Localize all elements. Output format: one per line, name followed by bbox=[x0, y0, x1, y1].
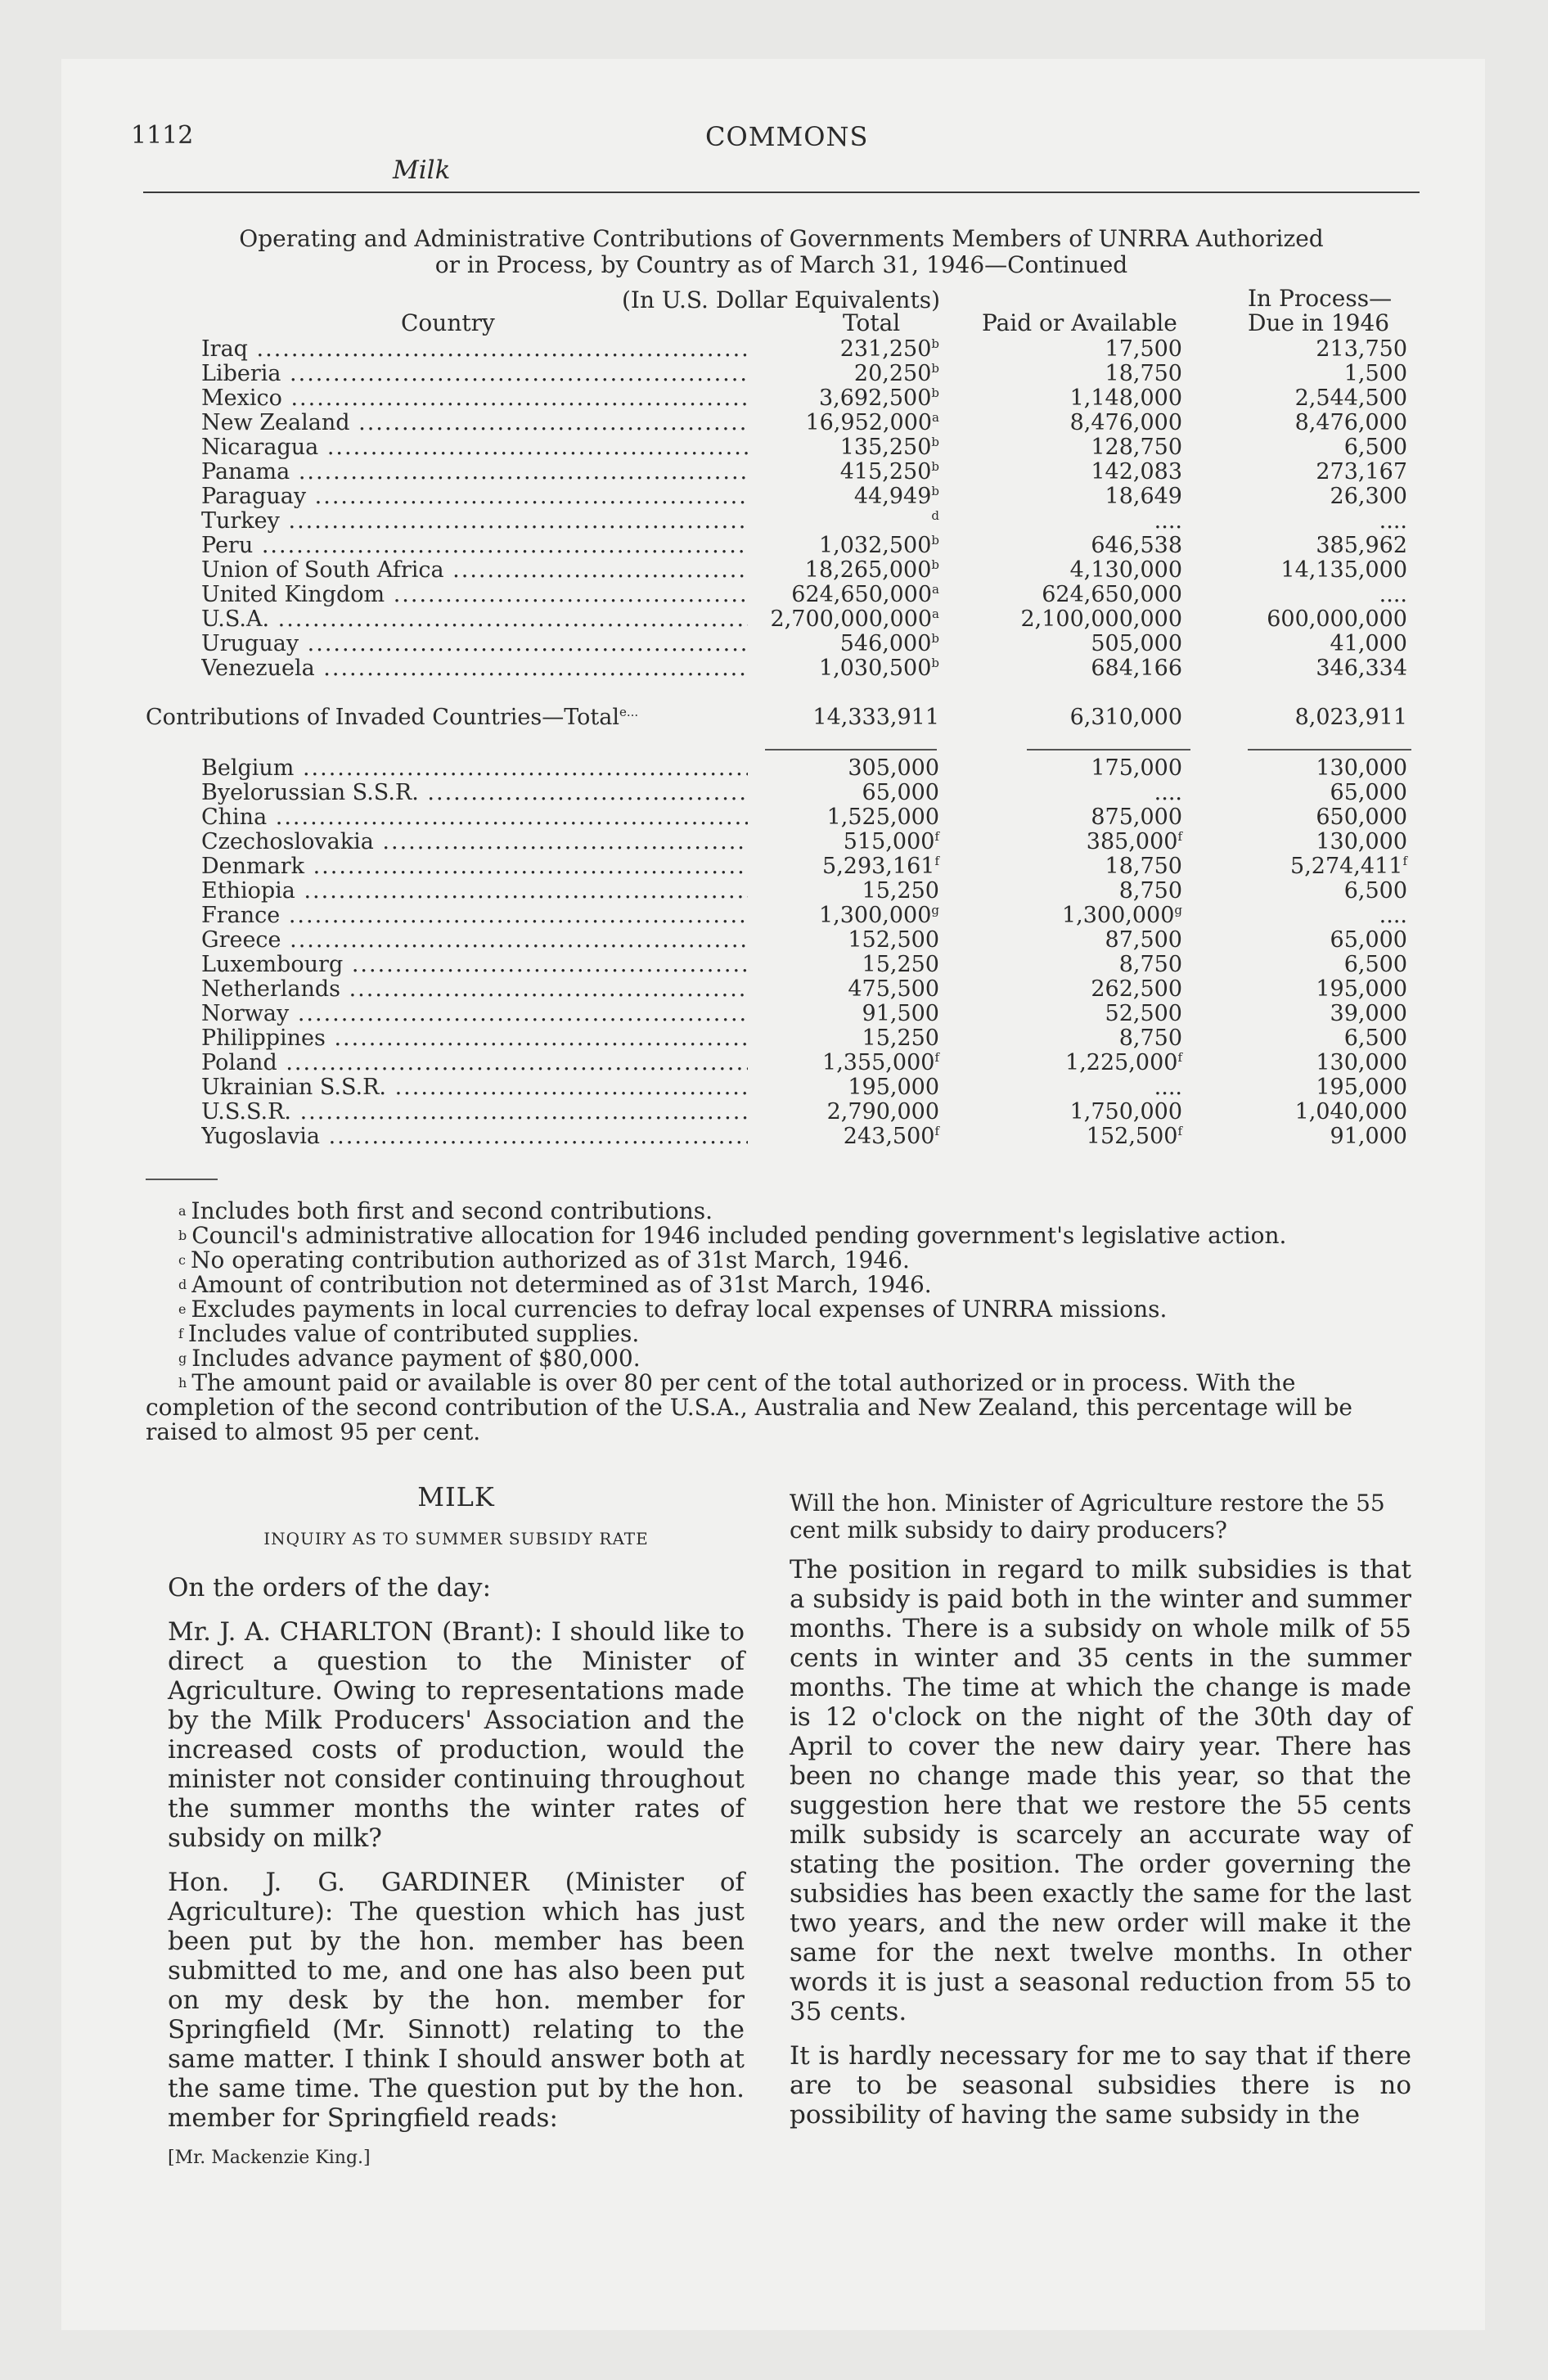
total-cell: 1,300,000$^g$ bbox=[818, 903, 939, 928]
header-rule bbox=[143, 192, 1420, 193]
total-cell: 3,692,500$^b$ bbox=[818, 385, 939, 411]
country-cell: Ethiopia ..... bbox=[201, 879, 748, 904]
article-paragraph: The position in regard to milk subsidies is that a subsidy is paid both in the winter and summer months. There is a subsidy on whole milk of 55 cents in winter and 35 cents in the summer months. The time at which the change is made is 12 o'clock on the night of the 30th day of April to cover the new dairy year. There has been no change made this year, so that the suggestion here that we restore the 55 cents milk subsidy is scarcely an accurate way of stating the position. The order governing the subsidies has been exactly the same for the last two years, and the new order will make it the same for the next twelve months. In other words it is just a seasonal reduction from 55 to 35 cents. bbox=[790, 1555, 1411, 2026]
footnote-text: Includes value of contributed supplies. bbox=[187, 1320, 640, 1347]
total-cell: 15,250 bbox=[862, 952, 939, 977]
process-cell: 213,750 bbox=[1316, 336, 1407, 362]
process-cell: 130,000 bbox=[1316, 829, 1407, 854]
process-cell: 91,000 bbox=[1330, 1124, 1407, 1149]
total-cell: 1,355,000$^f$ bbox=[822, 1050, 939, 1075]
col-header-paid: Paid or Available bbox=[982, 309, 1177, 336]
paid-cell: 8,750 bbox=[1118, 878, 1182, 904]
total-cell: 5,293,161$^f$ bbox=[822, 854, 939, 879]
total-cell: 91,500 bbox=[862, 1001, 939, 1026]
country-cell: Belgium ..... bbox=[201, 756, 748, 781]
total-cell: 65,000 bbox=[862, 780, 939, 805]
country-cell: Denmark ..... bbox=[201, 854, 748, 879]
total-cell: 135,250$^b$ bbox=[839, 435, 939, 460]
country-cell: Norway ..... bbox=[201, 1002, 748, 1026]
footnote-mark: c bbox=[178, 1252, 186, 1268]
country-cell: Panama ..... bbox=[201, 460, 748, 485]
paid-cell: 128,750 bbox=[1091, 435, 1182, 460]
process-cell: 1,500 bbox=[1343, 361, 1407, 386]
table-units: (In U.S. Dollar Equivalents) bbox=[622, 286, 940, 313]
invaded-total-row bbox=[0, 705, 1548, 730]
process-cell: .... bbox=[1379, 508, 1407, 534]
total-cell: 2,790,000 bbox=[826, 1099, 939, 1125]
paid-cell: 1,300,000$^g$ bbox=[1061, 903, 1182, 928]
country-cell: Yugoslavia ..... bbox=[201, 1125, 748, 1149]
total-cell: 1,525,000 bbox=[826, 805, 939, 830]
table-row bbox=[0, 1002, 1548, 1026]
table-row bbox=[0, 977, 1548, 1002]
paid-cell: 2,100,000,000 bbox=[1020, 606, 1182, 632]
total-cell: 1,032,500$^b$ bbox=[818, 533, 939, 558]
footnote-mark: d bbox=[178, 1277, 187, 1292]
paid-cell: 8,476,000 bbox=[1069, 410, 1182, 435]
process-cell: 273,167 bbox=[1316, 459, 1407, 485]
country-cell: Venezuela ..... bbox=[201, 656, 748, 681]
footnote-item bbox=[146, 1248, 1422, 1273]
country-cell: Peru ..... bbox=[201, 534, 748, 558]
process-cell: 41,000 bbox=[1330, 631, 1407, 656]
footnote-rule bbox=[146, 1179, 218, 1180]
process-cell: 8,023,911 bbox=[1294, 705, 1407, 730]
col-header-total: Total bbox=[843, 309, 901, 336]
paid-cell: 385,000$^f$ bbox=[1086, 829, 1182, 854]
table-row bbox=[0, 1125, 1548, 1149]
process-cell: 600,000,000 bbox=[1267, 606, 1407, 632]
total-cell: 305,000 bbox=[848, 755, 939, 781]
process-cell: 6,500 bbox=[1343, 1025, 1407, 1051]
process-cell: .... bbox=[1379, 582, 1407, 607]
table-row bbox=[0, 485, 1548, 509]
total-cell: 475,500 bbox=[848, 976, 939, 1002]
total-cell: 2,700,000,000$^a$ bbox=[770, 606, 939, 632]
country-cell: New Zealand ..... bbox=[201, 411, 748, 435]
table-row bbox=[0, 558, 1548, 583]
col-header-country: Country bbox=[401, 309, 495, 336]
country-cell: Czechoslovakia ..... bbox=[201, 830, 748, 854]
country-cell: Contributions of Invaded Countries—Total$^{e...}$ bbox=[146, 705, 639, 730]
paid-cell: 6,310,000 bbox=[1069, 705, 1182, 730]
paid-cell: 18,750 bbox=[1105, 854, 1182, 879]
process-cell: 2,544,500 bbox=[1294, 385, 1407, 411]
paid-cell: 175,000 bbox=[1091, 755, 1182, 781]
country-cell: Netherlands ..... bbox=[201, 977, 748, 1002]
paid-cell: .... bbox=[1154, 508, 1182, 534]
total-underline bbox=[765, 749, 937, 751]
table-row bbox=[0, 1100, 1548, 1125]
footnote-text: Includes both first and second contributions. bbox=[191, 1197, 713, 1224]
table-row bbox=[0, 805, 1548, 830]
footnote-text: The amount paid or available is over 80 per cent of the total authorized or in process. With the completion of the second contribution of the U.S.A., Australia and New Zealand, this percentage will be raised to almost 95 per cent. bbox=[146, 1369, 1352, 1445]
footnote-mark: e bbox=[178, 1301, 187, 1317]
footnote-mark: b bbox=[178, 1228, 187, 1243]
paid-cell: 262,500 bbox=[1091, 976, 1182, 1002]
paid-cell: .... bbox=[1154, 780, 1182, 805]
process-cell: 14,135,000 bbox=[1280, 557, 1407, 583]
footnote-mark: f bbox=[178, 1326, 183, 1341]
table-row bbox=[0, 411, 1548, 435]
paid-cell: 646,538 bbox=[1091, 533, 1182, 558]
paid-cell: 624,650,000 bbox=[1042, 582, 1182, 607]
paid-cell: 52,500 bbox=[1105, 1001, 1182, 1026]
article-paragraph: Hon. J. G. GARDINER (Minister of Agriculture): The question which has just been put by the hon. member has been submitted to me, and one has also been put on my desk by the hon. member for Springfield (Mr. Sinnott) relating to the same matter. I think I should answer both at the same time. The question put by the hon. member for Springfield reads: bbox=[168, 1868, 745, 2133]
footnote-text: No operating contribution authorized as of 31st March, 1946. bbox=[190, 1246, 910, 1273]
section-title: Milk bbox=[393, 156, 451, 185]
table-title-line-1: Operating and Administrative Contributions of Governments Members of UNRRA Authorized bbox=[239, 225, 1324, 252]
process-cell: 650,000 bbox=[1316, 805, 1407, 830]
total-cell: 15,250 bbox=[862, 1025, 939, 1051]
total-cell: 15,250 bbox=[862, 878, 939, 904]
table-row bbox=[0, 854, 1548, 879]
paid-cell: 18,750 bbox=[1105, 361, 1182, 386]
footnote-item bbox=[146, 1322, 1422, 1346]
country-cell: United Kingdom ..... bbox=[201, 583, 748, 607]
footnote-text: Includes advance payment of $80,000. bbox=[191, 1345, 641, 1372]
footnote-item bbox=[146, 1273, 1422, 1297]
country-cell: Nicaragua ..... bbox=[201, 435, 748, 460]
country-cell: Mexico ..... bbox=[201, 386, 748, 411]
country-cell: Luxembourg ..... bbox=[201, 953, 748, 977]
process-cell: 6,500 bbox=[1343, 435, 1407, 460]
article-paragraph: Mr. J. A. CHARLTON (Brant): I should like to direct a question to the Minister of Agriculture. Owing to representations made by the Milk Producers' Association and the increased costs of production, would the minister not consider continuing throughout the summer months the winter rates of subsidy on milk? bbox=[168, 1617, 745, 1853]
process-cell: 6,500 bbox=[1343, 878, 1407, 904]
total-cell: 44,949$^b$ bbox=[853, 484, 939, 509]
process-cell: 346,334 bbox=[1316, 656, 1407, 681]
total-cell: 16,952,000$^a$ bbox=[805, 410, 939, 435]
table-row bbox=[0, 830, 1548, 854]
country-cell: Paraguay ..... bbox=[201, 485, 748, 509]
process-cell: 6,500 bbox=[1343, 952, 1407, 977]
country-cell: Philippines ..... bbox=[201, 1026, 748, 1051]
total-cell: 243,500$^f$ bbox=[843, 1124, 939, 1149]
table-title bbox=[143, 226, 1420, 278]
table-row bbox=[0, 756, 1548, 781]
total-cell: d bbox=[931, 508, 939, 523]
table-row bbox=[0, 928, 1548, 953]
table-row bbox=[0, 632, 1548, 656]
paid-cell: 142,083 bbox=[1091, 459, 1182, 485]
country-cell: Byelorussian S.S.R. ..... bbox=[201, 781, 748, 805]
table-row bbox=[0, 509, 1548, 534]
process-cell: .... bbox=[1379, 903, 1407, 928]
table-row bbox=[0, 656, 1548, 681]
article-heading: MILK bbox=[417, 1481, 495, 1512]
country-cell: China ..... bbox=[201, 805, 748, 830]
process-cell: 26,300 bbox=[1330, 484, 1407, 509]
total-cell: 195,000 bbox=[848, 1075, 939, 1100]
table-title-line-2: or in Process, by Country as of March 31, 1946—Continued bbox=[434, 251, 1128, 278]
paid-cell: .... bbox=[1154, 1075, 1182, 1100]
paid-cell: 684,166 bbox=[1091, 656, 1182, 681]
speaker-attribution: [Mr. Mackenzie King.] bbox=[168, 2148, 371, 2168]
total-cell: 231,250$^b$ bbox=[839, 336, 939, 362]
footnote-mark: a bbox=[178, 1203, 187, 1219]
paid-cell: 87,500 bbox=[1105, 927, 1182, 953]
footnote-item bbox=[146, 1199, 1422, 1224]
process-cell: 195,000 bbox=[1316, 976, 1407, 1002]
paid-cell: 1,148,000 bbox=[1069, 385, 1182, 411]
total-cell: 1,030,500$^b$ bbox=[818, 656, 939, 681]
table-row bbox=[0, 460, 1548, 485]
footnote-item bbox=[146, 1297, 1422, 1322]
footnote-text: Amount of contribution not determined as of 31st March, 1946. bbox=[191, 1271, 932, 1298]
article-paragraph: It is hardly necessary for me to say that if there are to be seasonal subsidies there is no possibility of having the same subsidy in the bbox=[790, 2041, 1411, 2130]
country-cell: Iraq ..... bbox=[201, 337, 748, 362]
country-cell: Union of South Africa ..... bbox=[201, 558, 748, 583]
table-row bbox=[0, 362, 1548, 386]
quoted-question: Will the hon. Minister of Agriculture restore the 55 cent milk subsidy to dairy producers? bbox=[790, 1490, 1385, 1544]
footnotes bbox=[146, 1199, 1422, 1445]
table-row bbox=[0, 435, 1548, 460]
total-cell: 18,265,000$^b$ bbox=[804, 557, 939, 583]
footnote-item bbox=[146, 1371, 1422, 1445]
country-cell: Uruguay ..... bbox=[201, 632, 748, 656]
table-row bbox=[0, 534, 1548, 558]
total-cell: 546,000$^b$ bbox=[839, 631, 939, 656]
table-row bbox=[0, 607, 1548, 632]
paid-cell: 1,225,000$^f$ bbox=[1065, 1050, 1182, 1075]
process-cell: 39,000 bbox=[1330, 1001, 1407, 1026]
table-row bbox=[0, 583, 1548, 607]
total-cell: 14,333,911 bbox=[812, 705, 939, 730]
process-cell: 5,274,411$^f$ bbox=[1290, 854, 1407, 879]
running-head: COMMONS bbox=[705, 121, 869, 152]
article-right-column bbox=[790, 1490, 1411, 2144]
table-row bbox=[0, 904, 1548, 928]
table-row bbox=[0, 781, 1548, 805]
table-row bbox=[0, 879, 1548, 904]
paid-cell: 17,500 bbox=[1105, 336, 1182, 362]
page-number: 1112 bbox=[131, 121, 194, 150]
process-cell: 8,476,000 bbox=[1294, 410, 1407, 435]
total-cell: 515,000$^f$ bbox=[843, 829, 939, 854]
total-underline bbox=[1248, 749, 1411, 751]
process-cell: 385,962 bbox=[1316, 533, 1407, 558]
process-cell: 195,000 bbox=[1316, 1075, 1407, 1100]
footnote-text: Excludes payments in local currencies to defray local expenses of UNRRA missions. bbox=[191, 1296, 1168, 1323]
table-row bbox=[0, 953, 1548, 977]
country-cell: Turkey ..... bbox=[201, 509, 748, 534]
country-cell: France ..... bbox=[201, 904, 748, 928]
paid-cell: 152,500$^f$ bbox=[1086, 1124, 1182, 1149]
total-cell: 624,650,000$^a$ bbox=[791, 582, 939, 607]
process-cell: 1,040,000 bbox=[1294, 1099, 1407, 1125]
footnote-text: Council's administrative allocation for 1946 included pending government's legislative action. bbox=[191, 1222, 1287, 1249]
total-cell: 152,500 bbox=[848, 927, 939, 953]
country-cell: U.S.S.R. ..... bbox=[201, 1100, 748, 1125]
table-row bbox=[0, 386, 1548, 411]
total-underline bbox=[1027, 749, 1190, 751]
total-cell: 415,250$^b$ bbox=[839, 459, 939, 485]
process-cell: 65,000 bbox=[1330, 780, 1407, 805]
article-paragraph: On the orders of the day: bbox=[168, 1573, 492, 1602]
table-row bbox=[0, 337, 1548, 362]
country-cell: Ukrainian S.S.R. ..... bbox=[201, 1075, 748, 1100]
footnote-item bbox=[146, 1224, 1422, 1248]
footnote-mark: g bbox=[178, 1350, 187, 1366]
country-cell: Poland ..... bbox=[201, 1051, 748, 1075]
process-cell: 130,000 bbox=[1316, 1050, 1407, 1075]
col-header-process-1: In Process— bbox=[1248, 285, 1393, 312]
article-left-column bbox=[168, 1481, 745, 2168]
country-cell: Greece ..... bbox=[201, 928, 748, 953]
country-cell: U.S.A. ..... bbox=[201, 607, 748, 632]
table-row bbox=[0, 1075, 1548, 1100]
country-cell: Liberia ..... bbox=[201, 362, 748, 386]
paid-cell: 875,000 bbox=[1091, 805, 1182, 830]
paid-cell: 1,750,000 bbox=[1069, 1099, 1182, 1125]
paid-cell: 8,750 bbox=[1118, 952, 1182, 977]
paid-cell: 18,649 bbox=[1105, 484, 1182, 509]
total-cell: 20,250$^b$ bbox=[853, 361, 939, 386]
table-row bbox=[0, 1026, 1548, 1051]
footnote-mark: h bbox=[178, 1375, 187, 1391]
paid-cell: 505,000 bbox=[1091, 631, 1182, 656]
process-cell: 65,000 bbox=[1330, 927, 1407, 953]
paid-cell: 8,750 bbox=[1118, 1025, 1182, 1051]
footnote-item bbox=[146, 1346, 1422, 1371]
article-subheading: INQUIRY AS TO SUMMER SUBSIDY RATE bbox=[263, 1529, 649, 1548]
paid-cell: 4,130,000 bbox=[1069, 557, 1182, 583]
col-header-process-2: Due in 1946 bbox=[1248, 309, 1390, 336]
process-cell: 130,000 bbox=[1316, 755, 1407, 781]
table-row bbox=[0, 1051, 1548, 1075]
